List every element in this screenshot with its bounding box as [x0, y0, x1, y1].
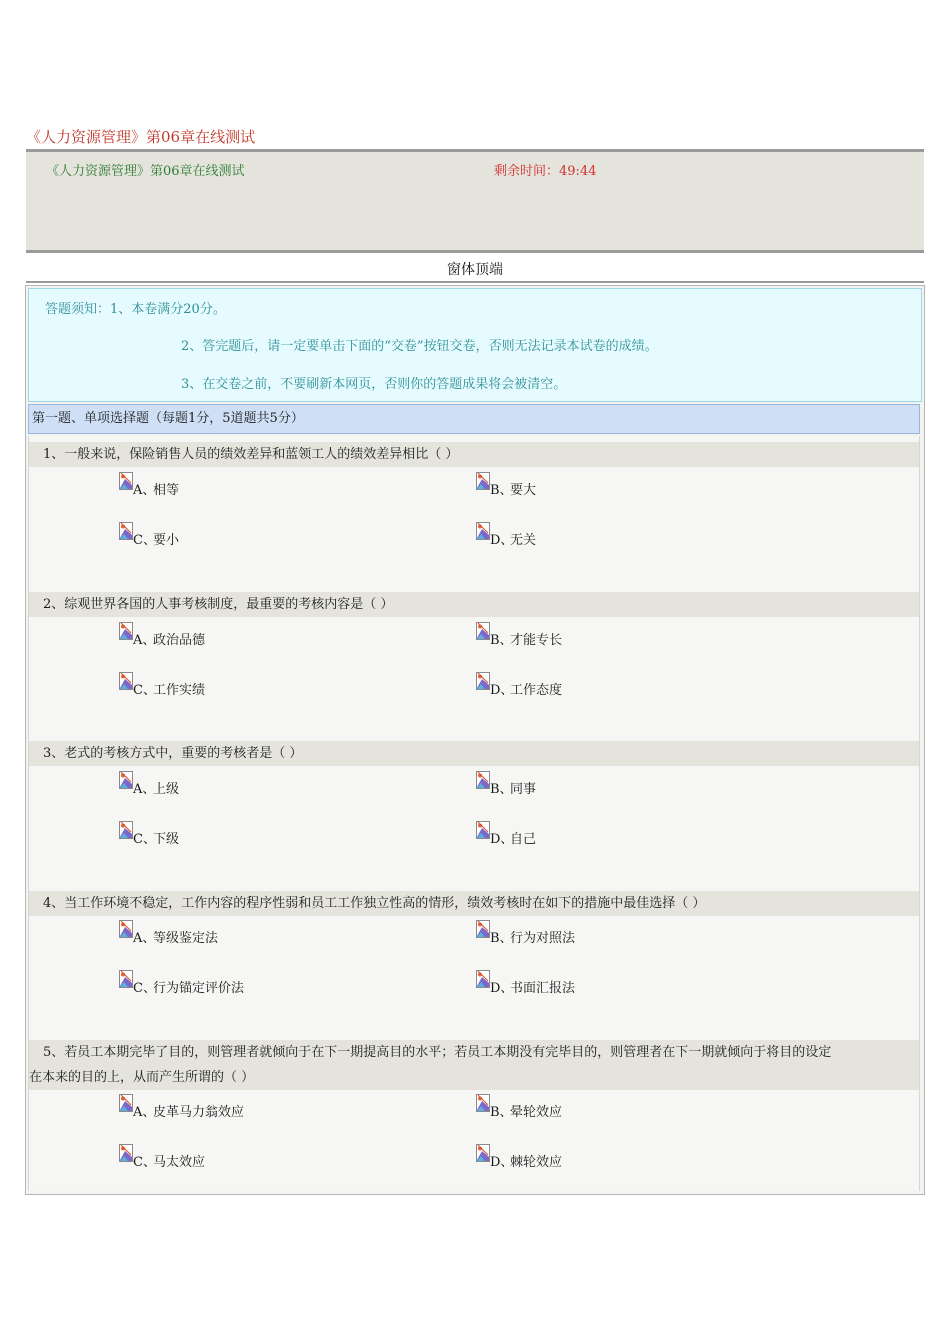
option-letter: A、 — [133, 1105, 156, 1120]
question-text-line-1: 5、若员工本期完毕了目的，则管理者就倾向于在下一期提高目的水平；若员工本期没有完毕目的，则管理者在下一期就倾向于将目的设定 — [43, 1045, 832, 1060]
quiz-form — [25, 285, 925, 1195]
option-text: 晕轮效应 — [510, 1105, 563, 1120]
option-text: 要小 — [153, 533, 180, 548]
option-text: 棘轮效应 — [510, 1155, 563, 1170]
option-text: 工作态度 — [510, 683, 563, 698]
option-text: 相等 — [153, 483, 180, 498]
option-letter: D、 — [490, 832, 514, 847]
option-text: 等级鉴定法 — [153, 931, 219, 946]
option-letter: D、 — [490, 981, 514, 996]
broken-image-icon[interactable] — [119, 622, 133, 640]
option-text: 下级 — [153, 832, 180, 847]
option-letter: A、 — [133, 483, 156, 498]
option-text: 行为对照法 — [510, 931, 576, 946]
instruction-line-2: 2、答完题后，请一定要单击下面的“交卷”按钮交卷，否则无法记录本试卷的成绩。 — [181, 339, 658, 354]
question-text: 2、综观世界各国的人事考核制度，最重要的考核内容是（ ） — [43, 597, 394, 612]
option-text: 同事 — [510, 782, 537, 797]
question-list — [28, 436, 920, 1191]
question-text-line-2: 在本来的目的上，从而产生所谓的（ ） — [29, 1070, 255, 1085]
option-text: 上级 — [153, 782, 180, 797]
broken-image-icon[interactable] — [476, 821, 490, 839]
option-text: 才能专长 — [510, 633, 563, 648]
question-text: 1、一般来说，保险销售人员的绩效差异和蓝领工人的绩效差异相比（ ） — [43, 447, 459, 462]
broken-image-icon[interactable] — [476, 622, 490, 640]
question-text: 4、当工作环境不稳定，工作内容的程序性弱和员工工作独立性高的情形，绩效考核时在如下的措施中最佳选择（ ） — [43, 896, 706, 911]
broken-image-icon[interactable] — [476, 920, 490, 938]
form-divider — [26, 281, 924, 283]
option-letter: B、 — [490, 633, 513, 648]
question-text: 3、老式的考核方式中，重要的考核者是（ ） — [43, 746, 303, 761]
option-letter: C、 — [133, 981, 156, 996]
timer-value: 49:44 — [559, 164, 597, 179]
countdown-timer — [494, 160, 596, 179]
option-letter: B、 — [490, 483, 513, 498]
option-text: 马太效应 — [153, 1155, 206, 1170]
option-letter: A、 — [133, 931, 156, 946]
broken-image-icon[interactable] — [119, 1144, 133, 1162]
option-letter: B、 — [490, 1105, 513, 1120]
option-letter: D、 — [490, 683, 514, 698]
option-letter: C、 — [133, 1155, 156, 1170]
broken-image-icon[interactable] — [476, 472, 490, 490]
broken-image-icon[interactable] — [119, 672, 133, 690]
option-text: 自己 — [510, 832, 537, 847]
instructions-panel — [28, 288, 922, 402]
option-text: 行为锚定评价法 — [153, 981, 245, 996]
option-letter: D、 — [490, 533, 514, 548]
broken-image-icon[interactable] — [476, 771, 490, 789]
option-text: 皮革马力翁效应 — [153, 1105, 245, 1120]
broken-image-icon[interactable] — [119, 771, 133, 789]
option-text: 书面汇报法 — [510, 981, 576, 996]
option-text: 要大 — [510, 483, 537, 498]
question-5 — [29, 1040, 919, 1090]
quiz-header — [26, 149, 924, 253]
instruction-line-1: 答题须知：1、本卷满分20分。 — [45, 302, 226, 317]
question-2 — [29, 592, 919, 617]
form-top-label: 窗体顶端 — [447, 262, 503, 278]
timer-label: 剩余时间： — [494, 164, 560, 179]
option-letter: C、 — [133, 533, 156, 548]
option-letter: D、 — [490, 1155, 514, 1170]
instruction-line-3: 3、在交卷之前，不要刷新本网页，否则你的答题成果将会被清空。 — [181, 377, 567, 392]
option-letter: C、 — [133, 683, 156, 698]
option-text: 工作实绩 — [153, 683, 206, 698]
option-letter: B、 — [490, 782, 513, 797]
broken-image-icon[interactable] — [119, 522, 133, 540]
option-letter: B、 — [490, 931, 513, 946]
broken-image-icon[interactable] — [119, 472, 133, 490]
quiz-title: 《人力资源管理》第06章在线测试 — [46, 164, 245, 179]
broken-image-icon[interactable] — [476, 522, 490, 540]
broken-image-icon[interactable] — [119, 920, 133, 938]
broken-image-icon[interactable] — [476, 672, 490, 690]
section-title: 第一题、单项选择题（每题1分，5道题共5分） — [28, 404, 920, 434]
option-text: 政治品德 — [153, 633, 206, 648]
broken-image-icon[interactable] — [119, 821, 133, 839]
option-letter: A、 — [133, 782, 156, 797]
option-text: 无关 — [510, 533, 537, 548]
broken-image-icon[interactable] — [476, 1094, 490, 1112]
question-4 — [29, 891, 919, 916]
option-letter: C、 — [133, 832, 156, 847]
question-3 — [29, 741, 919, 766]
broken-image-icon[interactable] — [119, 1094, 133, 1112]
question-1 — [29, 442, 919, 467]
broken-image-icon[interactable] — [476, 1144, 490, 1162]
broken-image-icon[interactable] — [476, 970, 490, 988]
option-letter: A、 — [133, 633, 156, 648]
broken-image-icon[interactable] — [119, 970, 133, 988]
page-title: 《人力资源管理》第06章在线测试 — [26, 128, 256, 146]
